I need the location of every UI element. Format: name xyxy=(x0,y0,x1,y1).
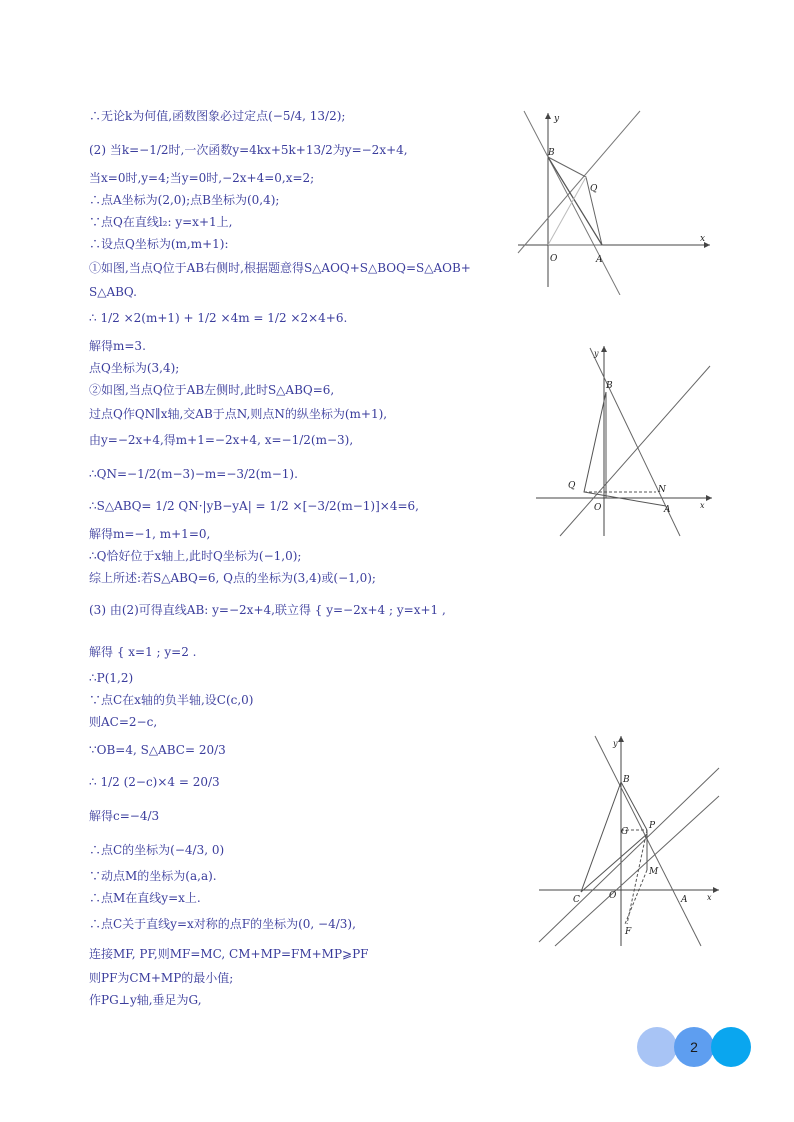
solution-line: ∴S△ABQ= 1/2 QN·|yB−yA| = 1/2 ×[−3/2(m−1)]×4=6, xyxy=(89,499,419,513)
fig2-label-B: B xyxy=(606,381,613,391)
fig3-label-B: B xyxy=(623,775,630,785)
fig3-label-y: y xyxy=(613,739,618,748)
solution-line: 解得 { x=1 ; y=2 . xyxy=(89,645,197,659)
solution-line: 则PF为CM+MP的最小值; xyxy=(89,971,234,985)
solution-line: ∵OB=4, S△ABC= 20/3 xyxy=(89,743,226,757)
solution-line: ∴Q恰好位于x轴上,此时Q坐标为(−1,0); xyxy=(89,549,302,563)
solution-line: 综上所述:若S△ABQ=6, Q点的坐标为(3,4)或(−1,0); xyxy=(89,571,376,585)
fig1-label-x: x xyxy=(700,234,706,244)
fig3-label-A: A xyxy=(681,895,688,905)
fig3-label-M: M xyxy=(649,867,659,877)
solution-line: 解得m=−1, m+1=0, xyxy=(89,527,211,541)
solution-line: 则AC=2−c, xyxy=(89,715,158,729)
solution-line: ①如图,当点Q位于AB右侧时,根据题意得S△AOQ+S△BOQ=S△AOB+ xyxy=(89,261,471,275)
solution-line: (3) 由(2)可得直线AB: y=−2x+4,联立得 { y=−2x+4 ; y=x+1 , xyxy=(89,603,446,617)
fig2-label-N: N xyxy=(658,485,666,495)
fig3-label-F: F xyxy=(625,927,632,937)
fig3-label-P: P xyxy=(649,821,656,831)
solution-line: ∴QN=−1/2(m−3)−m=−3/2(m−1). xyxy=(89,467,298,481)
solution-line: 点Q坐标为(3,4); xyxy=(89,361,180,375)
page-number: 2 xyxy=(690,1039,698,1055)
figure-3 xyxy=(535,730,725,950)
pager-circle-right xyxy=(711,1027,751,1067)
fig1-label-O: O xyxy=(550,254,558,264)
solution-line: ∴设点Q坐标为(m,m+1): xyxy=(89,237,229,251)
solution-line: 解得c=−4/3 xyxy=(89,809,160,823)
solution-line: ∴无论k为何值,函数图象必过定点(−5/4, 13/2); xyxy=(89,109,346,123)
fig1-label-A: A xyxy=(596,255,603,265)
figure-1 xyxy=(510,105,720,295)
solution-line: 作PG⊥y轴,垂足为G, xyxy=(89,993,202,1007)
solution-line: 过点Q作QN∥x轴,交AB于点N,则点N的纵坐标为(m+1), xyxy=(89,407,388,421)
solution-line: ∴P(1,2) xyxy=(89,671,134,685)
fig3-label-G: G xyxy=(621,827,629,837)
page-number-badge xyxy=(637,1027,751,1067)
fig3-label-C: C xyxy=(573,895,580,905)
fig2-label-x: x xyxy=(700,501,705,510)
fig2-label-A: A xyxy=(664,505,671,515)
solution-line: ∴ 1/2 ×2(m+1) + 1/2 ×4m = 1/2 ×2×4+6. xyxy=(89,311,348,325)
fig2-label-Q: Q xyxy=(568,481,576,491)
solution-line: ∵动点M的坐标为(a,a). xyxy=(89,869,217,883)
solution-line: ∴点C的坐标为(−4/3, 0) xyxy=(89,843,225,857)
solution-line: ∵点C在x轴的负半轴,设C(c,0) xyxy=(89,693,254,707)
solution-line: ∵点Q在直线l₂: y=x+1上, xyxy=(89,215,233,229)
solution-line: ②如图,当点Q位于AB左侧时,此时S△ABQ=6, xyxy=(89,383,335,397)
fig1-label-y: y xyxy=(554,114,560,124)
solution-line: ∴ 1/2 (2−c)×4 = 20/3 xyxy=(89,775,220,789)
solution-line: 当x=0时,y=4;当y=0时,−2x+4=0,x=2; xyxy=(89,171,315,185)
fig3-label-x: x xyxy=(707,893,712,902)
fig2-label-O: O xyxy=(594,503,602,513)
solution-line: ∴点M在直线y=x上. xyxy=(89,891,201,905)
solution-line: 解得m=3. xyxy=(89,339,146,353)
solution-line: S△ABQ. xyxy=(89,285,137,299)
fig2-label-y: y xyxy=(594,349,599,358)
figure-2 xyxy=(530,340,720,540)
solution-line: ∴点A坐标为(2,0);点B坐标为(0,4); xyxy=(89,193,280,207)
pager-circle-left xyxy=(637,1027,677,1067)
solution-line: 连接MF, PF,则MF=MC, CM+MP=FM+MP⩾PF xyxy=(89,947,369,961)
fig1-label-Q: Q xyxy=(590,184,598,194)
solution-line: ∴点C关于直线y=x对称的点F的坐标为(0, −4/3), xyxy=(89,917,356,931)
solution-line: (2) 当k=−1/2时,一次函数y=4kx+5k+13/2为y=−2x+4, xyxy=(89,143,408,157)
solution-line: 由y=−2x+4,得m+1=−2x+4, x=−1/2(m−3), xyxy=(89,433,354,447)
fig3-label-O: O xyxy=(609,891,617,901)
fig1-label-B: B xyxy=(548,148,555,158)
